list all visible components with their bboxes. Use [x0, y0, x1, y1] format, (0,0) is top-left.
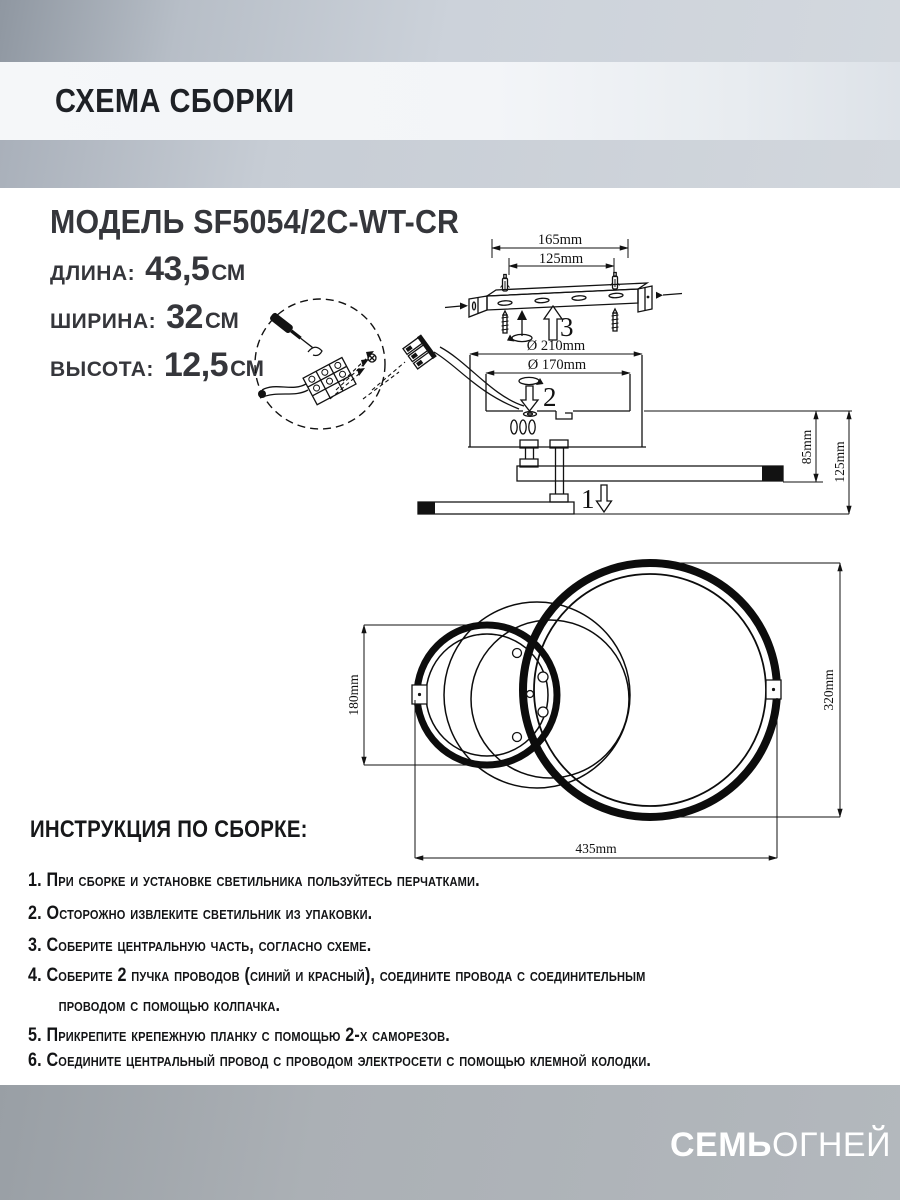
- spec-length-unit: СМ: [211, 260, 246, 285]
- rotate-up-arrow-icon: [507, 310, 532, 342]
- wire: [262, 384, 306, 390]
- instruction-step-1: 1. При сборке и установке светильника пользуйтесь перчатками.: [28, 870, 480, 891]
- step2-arrow-icon: [519, 377, 557, 412]
- wall-anchor-icon: [501, 275, 510, 292]
- brand-light-part: ОГНЕЙ: [772, 1126, 892, 1164]
- overall-width-dimension: [415, 698, 777, 858]
- leader-line: [363, 372, 399, 399]
- canopy-outer-label: Ø 210mm: [526, 338, 586, 354]
- wire: [434, 352, 519, 409]
- canopy-inner-label: Ø 170mm: [527, 357, 587, 373]
- ring-large: [523, 563, 777, 817]
- wire-connector: [402, 334, 436, 369]
- ring-small-label: 180mm: [346, 674, 361, 716]
- wall-anchor-icon: [611, 273, 620, 290]
- leader-line: [372, 362, 405, 390]
- drop-upper-dimension: [799, 411, 816, 482]
- instruction-step-3: 3. Соберите центральную часть, согласно схеме.: [28, 935, 372, 956]
- wiring-detail-callout: [255, 299, 385, 429]
- step2-number: 2: [543, 382, 557, 412]
- header-top-band: [0, 0, 900, 62]
- spec-height-unit: СМ: [230, 356, 264, 381]
- header-sub-band: [0, 140, 900, 188]
- terminal-block: [303, 358, 356, 405]
- drop-total-dimension: [832, 411, 849, 514]
- rings-diagram: [340, 550, 860, 875]
- step1-number: 1: [581, 484, 595, 514]
- lower-ring-arm: [418, 502, 849, 514]
- spec-width-unit: СМ: [204, 308, 239, 333]
- ring-large-label: 320mm: [821, 669, 836, 711]
- rotate-hook-icon: [308, 347, 322, 355]
- screwdriver-icon: [269, 312, 316, 351]
- canopy-outer-dimension: [470, 338, 642, 354]
- wire: [440, 347, 524, 406]
- step3-arrow-icon: [544, 306, 574, 342]
- header-title-band: [0, 62, 900, 140]
- overall-width-label: 435mm: [575, 841, 617, 856]
- screw-head-icon: [368, 354, 376, 362]
- ring-large-dimension: [672, 563, 840, 817]
- instruction-step-6: 6. Соедините центральный провод с проводом электросети с помощью клемной колодки.: [28, 1050, 652, 1071]
- bracket-holes-dimension: [509, 251, 614, 275]
- spec-height-label: ВЫСОТА:: [50, 358, 154, 381]
- screw-icon: [502, 311, 509, 333]
- bracket-width-label: 165mm: [537, 232, 583, 248]
- instructions-title: ИНСТРУКЦИЯ ПО СБОРКЕ:: [30, 816, 308, 843]
- instruction-step-4-cont: проводом с помощью колпачка.: [58, 995, 281, 1016]
- model-number: МОДЕЛЬ SF5054/2C-WT-CR: [50, 203, 460, 240]
- slide-arrow-icon: [445, 303, 468, 310]
- step1-arrow-icon: [581, 484, 612, 514]
- stem-left: [520, 440, 538, 467]
- brand-bold-part: СЕМЬ: [670, 1126, 772, 1164]
- spec-width-label: ШИРИНА:: [50, 310, 157, 333]
- page-title: СХЕМА СБОРКИ: [55, 82, 295, 119]
- mounting-diagram: [250, 228, 862, 524]
- inner-circle: [471, 620, 629, 778]
- ring-tab-right: [766, 680, 781, 699]
- instruction-step-5: 5. Прикрепите крепежную планку с помощью 2-х саморезов.: [28, 1025, 450, 1046]
- bracket-holes-label: 125mm: [538, 251, 584, 267]
- drop-total-label: 125mm: [832, 441, 847, 483]
- instruction-step-4: 4. Соберите 2 пучка проводов (синий и красный), соедините провода с соединительным: [28, 965, 646, 986]
- wire: [260, 390, 308, 398]
- screw-icon: [612, 309, 619, 331]
- slide-arrow-icon: [656, 292, 682, 299]
- spec-length-label: ДЛИНА:: [50, 262, 136, 285]
- ring-tab-left: [412, 685, 427, 704]
- step3-number: 3: [560, 312, 574, 342]
- instruction-step-2: 2. Осторожно извлеките светильник из упаковки.: [28, 903, 373, 924]
- spec-length-value: 43,5: [145, 250, 210, 288]
- stem-right: [550, 440, 568, 502]
- canopy-inner-dimension: [486, 357, 630, 373]
- spec-width-value: 32: [166, 298, 203, 336]
- drop-upper-label: 85mm: [799, 429, 814, 465]
- brand-logo: [670, 1126, 891, 1165]
- spec-height-value: 12,5: [163, 346, 229, 384]
